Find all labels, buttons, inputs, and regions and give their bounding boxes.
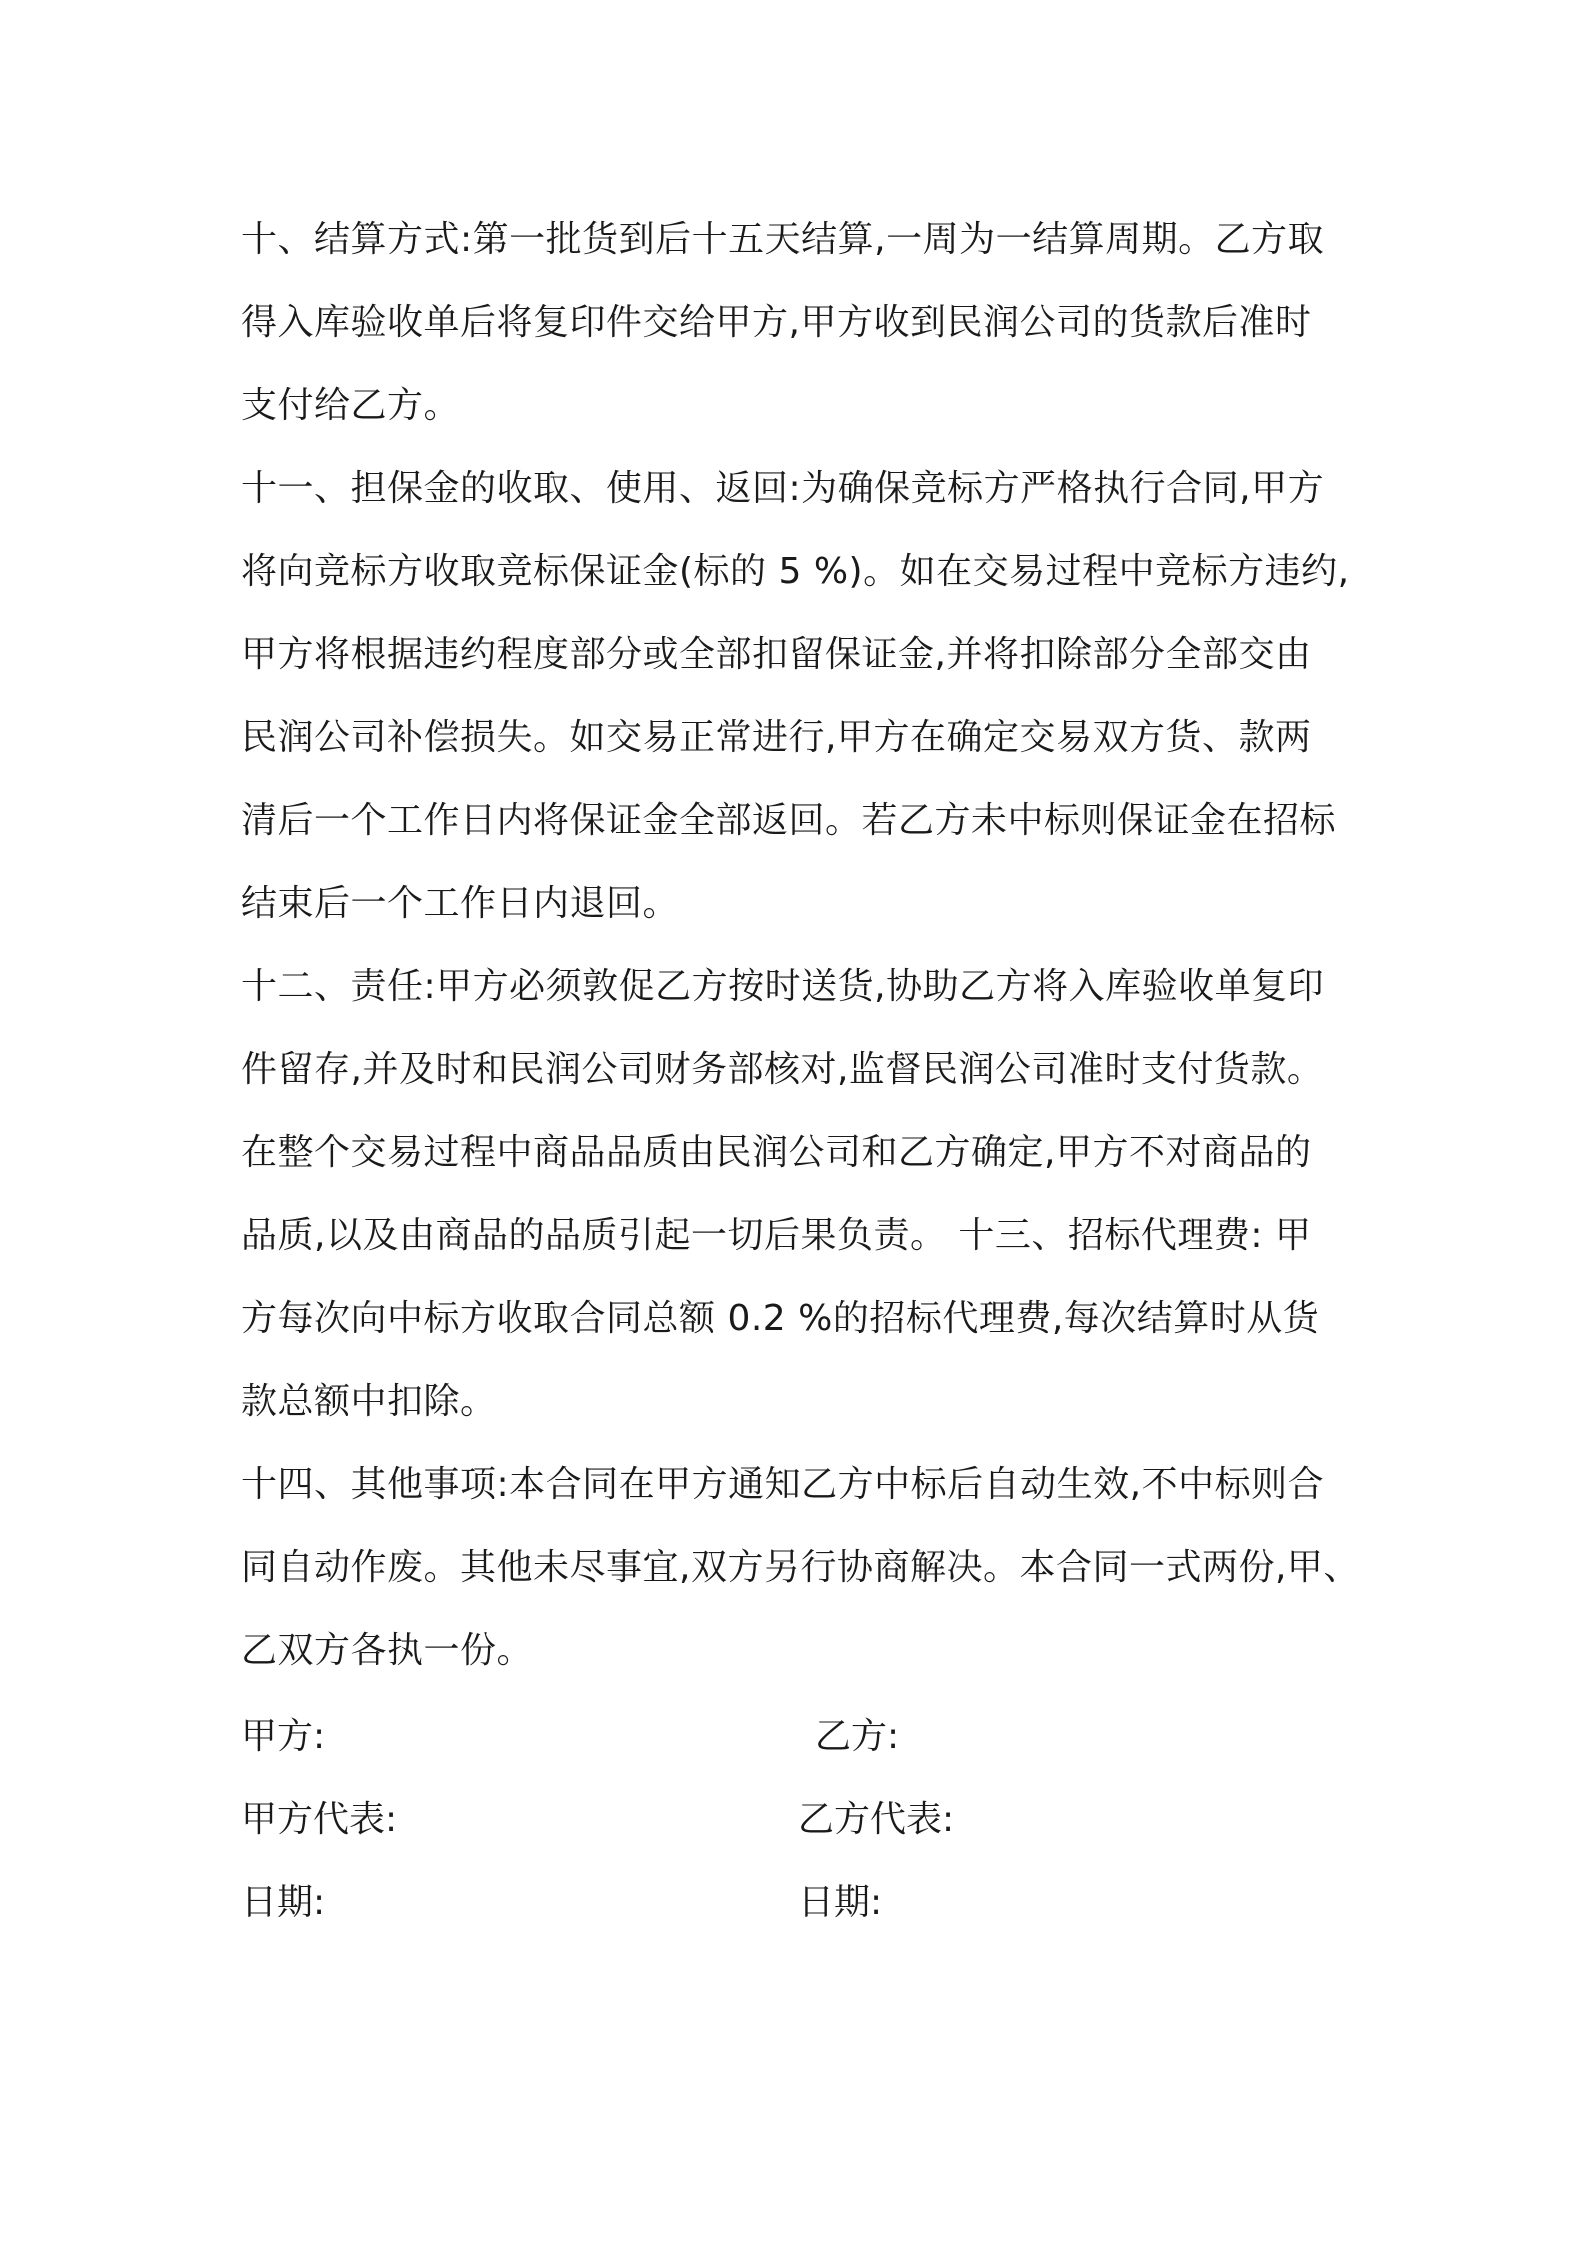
text-line: 得入库验收单后将复印件交给甲方,甲方收到民润公司的货款后准时 — [241, 302, 1312, 343]
text-line: 支付给乙方。 — [241, 385, 461, 426]
text-line: 款总额中扣除。 — [241, 1381, 497, 1422]
text-line: 民润公司补偿损失。如交易正常进行,甲方在确定交易双方货、款两 — [241, 717, 1312, 758]
signature-row-representative — [241, 1778, 1371, 1861]
party-a-label: 甲方: — [241, 1716, 326, 1757]
party-b-rep-label: 乙方代表: — [798, 1799, 955, 1840]
clause-10 — [241, 198, 1371, 447]
signature-row-date — [241, 1861, 1371, 1944]
text-line: 在整个交易过程中商品品质由民润公司和乙方确定,甲方不对商品的 — [241, 1132, 1312, 1173]
party-b-label: 乙方: — [815, 1716, 900, 1757]
clause-14 — [241, 1443, 1371, 1692]
text-line: 同自动作废。其他未尽事宜,双方另行协商解决。本合同一式两份,甲、 — [241, 1547, 1360, 1588]
text-line: 将向竞标方收取竞标保证金(标的 5 %)。如在交易过程中竞标方违约, — [241, 551, 1350, 592]
text-line: 十、结算方式:第一批货到后十五天结算,一周为一结算周期。乙方取 — [241, 219, 1325, 260]
clause-12-13 — [241, 945, 1371, 1443]
text-line: 十一、担保金的收取、使用、返回:为确保竞标方严格执行合同,甲方 — [241, 468, 1325, 509]
date-a-label: 日期: — [241, 1882, 326, 1923]
text-line: 甲方将根据违约程度部分或全部扣留保证金,并将扣除部分全部交由 — [241, 634, 1312, 675]
text-line: 十四、其他事项:本合同在甲方通知乙方中标后自动生效,不中标则合 — [241, 1464, 1325, 1505]
text-line: 品质,以及由商品的品质引起一切后果负责。 十三、招标代理费: 甲 — [241, 1215, 1312, 1256]
signature-row-party — [241, 1695, 1371, 1778]
party-a-rep-label: 甲方代表: — [241, 1799, 398, 1840]
text-line: 方每次向中标方收取合同总额 0.2 %的招标代理费,每次结算时从货 — [241, 1298, 1320, 1339]
clause-11 — [241, 447, 1371, 945]
text-line: 结束后一个工作日内退回。 — [241, 883, 680, 924]
contract-body — [241, 198, 1371, 1692]
text-line: 乙双方各执一份。 — [241, 1630, 534, 1671]
text-line: 清后一个工作日内将保证金全部返回。若乙方未中标则保证金在招标 — [241, 800, 1337, 841]
text-line: 件留存,并及时和民润公司财务部核对,监督民润公司准时支付货款。 — [241, 1049, 1324, 1090]
date-b-label: 日期: — [798, 1882, 883, 1923]
text-line: 十二、责任:甲方必须敦促乙方按时送货,协助乙方将入库验收单复印 — [241, 966, 1325, 1007]
